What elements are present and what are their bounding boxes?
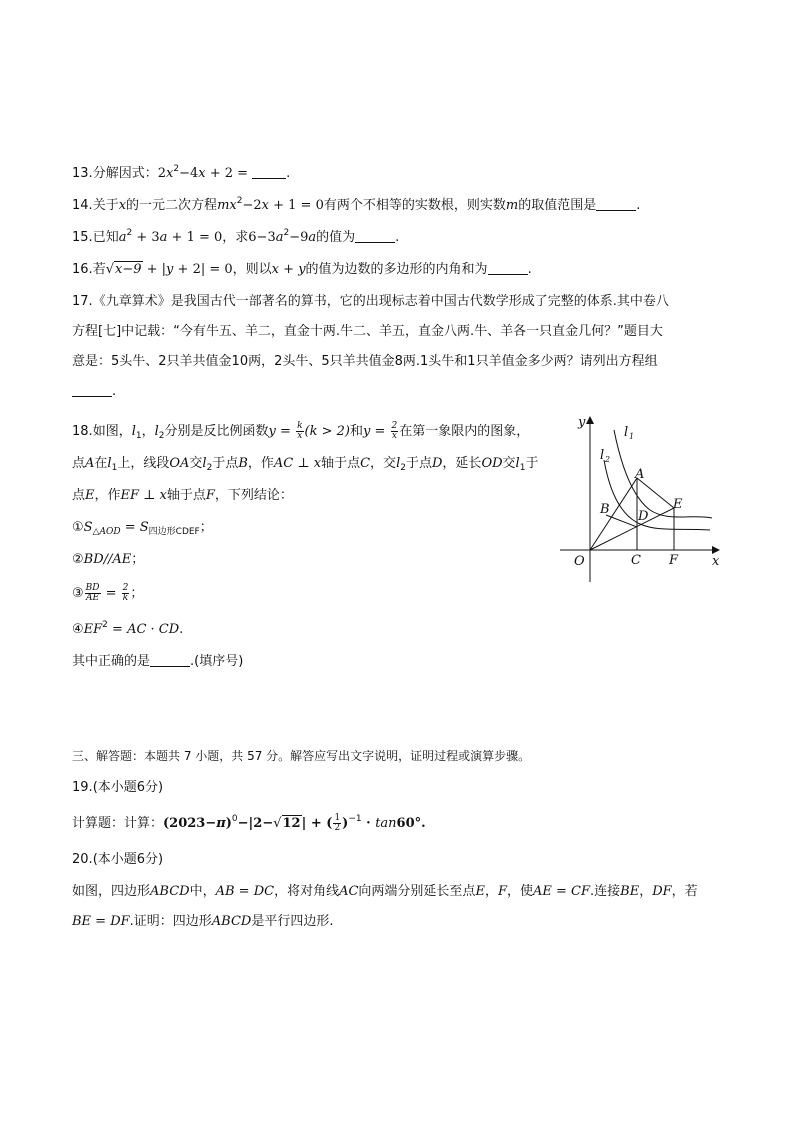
q18-eq2: = — [370, 424, 390, 439]
q16-x: x — [271, 262, 280, 277]
q18-frac-2 — [391, 422, 399, 441]
question-17-line-2 — [72, 322, 663, 342]
q14-number: 14. — [72, 198, 93, 213]
curve-l1 — [614, 430, 712, 518]
q18-number: 18. — [72, 424, 93, 439]
q16-y2: y — [298, 262, 306, 277]
q18-c4-EF: EF — [83, 622, 103, 637]
q20-score: (本小题6分) — [92, 852, 164, 867]
q19-sup0: 0 — [231, 814, 238, 824]
q19-t6: 60°. — [396, 816, 426, 831]
q16-text-4: 则以 — [245, 262, 272, 277]
q18-c4-sup: 2 — [102, 620, 108, 630]
q18-text-3: 在第一象限内的图象， — [399, 424, 530, 439]
q14-text-2: 的一元二次方程 — [126, 198, 218, 213]
q18-text: 如图， — [92, 424, 132, 439]
q20-l1-BE: BE — [620, 884, 640, 899]
q13-expr-c: x — [198, 166, 206, 181]
q20-l1-AC: AC — [339, 884, 359, 899]
q19-p1: (2023− — [163, 816, 217, 831]
label-C: C — [631, 553, 641, 568]
q14-var-m: m — [505, 198, 519, 213]
q18-conclusion-3 — [72, 584, 143, 604]
label-D: D — [638, 509, 649, 524]
q18-c2-end: ； — [131, 552, 145, 567]
q18-c1-sub2: 四边形CDEF — [148, 527, 200, 537]
q20-l1-DF: DF — [652, 884, 672, 899]
label-O: O — [574, 554, 585, 569]
q18-figure — [560, 410, 726, 590]
q16-text: 若 — [92, 262, 106, 277]
q18-answer-text: 其中正确的是 — [72, 654, 151, 669]
q20-l1-AB: AB = DC — [215, 884, 275, 899]
q13-lead: 分解因式： — [92, 166, 158, 181]
q18-l2-t7: 轴于点 — [321, 456, 361, 471]
q19-pi: π — [216, 816, 226, 831]
question-20-header — [72, 850, 163, 870]
q18-conclusion-4 — [72, 620, 183, 640]
q18-c4-end: . — [179, 622, 184, 637]
q18-c2-mark: ② — [72, 552, 84, 567]
label-l1: l — [624, 425, 629, 440]
q18-c4-mark: ④ — [72, 622, 84, 637]
q18-l3-F: F — [205, 488, 215, 503]
question-14 — [72, 196, 640, 216]
q17-end: . — [112, 384, 117, 399]
q18-c4-rest: = AC · CD — [107, 622, 180, 637]
q17-text-2: 方程[七]中记载：“今有牛五、羊二，直金十两.牛二、羊五，直金八两.牛、羊各一只直金几何？”题目大 — [72, 324, 663, 339]
q18-l2-l: l — [107, 456, 112, 471]
q18-l2-t6: ，作 — [247, 456, 274, 471]
q18-s2: 2 — [158, 431, 165, 441]
q18-l2-s: 1 — [111, 463, 118, 473]
q18-c3-num: BD — [85, 583, 100, 593]
q18-c3-mark: ③ — [72, 586, 84, 601]
q16-answer-blank[interactable] — [488, 260, 528, 275]
q18-y: y — [268, 424, 276, 439]
q18-frac-2-den: x — [391, 431, 397, 441]
question-17-line-4 — [72, 382, 116, 402]
label-A: A — [635, 467, 645, 482]
q18-l2-t12: 于 — [525, 456, 539, 471]
q17-text-3: 意是：5头牛、2只羊共值金10两，2头牛、5只羊共值金8两.1头牛和1只羊值金多少两？请列出方程组 — [72, 354, 658, 369]
q15-answer-blank[interactable] — [355, 228, 395, 243]
q15-text: 已知 — [92, 230, 119, 245]
q19-half-num: 1 — [334, 813, 341, 823]
q14-x: x — [229, 198, 237, 213]
label-F: F — [669, 553, 679, 568]
q18-l3-t3: 轴于点 — [166, 488, 206, 503]
q15-number: 15. — [72, 230, 93, 245]
q18-answer-text-2: .(填序号) — [190, 654, 244, 669]
q19-half-den: 2 — [334, 823, 341, 833]
q18-l3-t4: ，下列结论： — [214, 488, 293, 503]
q18-l3-EF: EF ⊥ x — [120, 488, 167, 503]
q18-frac-k — [296, 422, 303, 441]
label-l2-sub: 2 — [605, 455, 611, 464]
q18-c3-eq: = — [101, 586, 121, 601]
q18-l2-l3: l — [396, 456, 401, 471]
q18-l2-t3: 上，线段 — [117, 456, 170, 471]
q18-frac-k-den: x — [297, 431, 303, 441]
q18-c3-num2: 2 — [122, 583, 129, 593]
q18-conclusion-1 — [72, 518, 213, 538]
q15-m9: −9 — [289, 230, 309, 245]
question-19-header — [72, 778, 163, 798]
question-15 — [72, 228, 399, 248]
question-16: 16.若√x−9 + |y + 2| = 0，则以x + y的值为边数的多边形的内角和为 . — [72, 262, 532, 277]
q18-c1-sub1: △AOD — [92, 527, 121, 537]
q18-l3-t1: 点 — [72, 488, 86, 503]
q19-supm1: −1 — [348, 814, 362, 824]
q18-l3-E: E — [85, 488, 95, 503]
q14-sup: 2 — [236, 196, 243, 206]
q17-number: 17. — [72, 294, 93, 309]
q20-number: 20. — [72, 852, 93, 867]
q13-expr: 2 — [157, 166, 166, 181]
q18-l2-OD: OD — [481, 456, 503, 471]
q18-l2: l — [154, 424, 159, 439]
q20-l2-ABCD: ABCD — [211, 914, 252, 929]
q18-l2-t1: 点 — [72, 456, 86, 471]
q18-and: 和 — [350, 424, 364, 439]
q14-end: . — [636, 198, 641, 213]
q14-x2: x — [261, 198, 269, 213]
q20-l1-t6: .连接 — [590, 884, 621, 899]
segment-OA — [590, 478, 637, 550]
q14-answer-blank[interactable] — [596, 196, 636, 211]
q13-number: 13. — [72, 166, 93, 181]
q14-text-4: 的取值范围是 — [518, 198, 597, 213]
q17-answer-blank[interactable] — [72, 382, 112, 397]
q14-text: 关于 — [92, 198, 119, 213]
q20-l2-t2: 是平行四边形. — [251, 914, 334, 929]
q18-c3-end: ； — [130, 586, 144, 601]
q18-l2-s2: 2 — [206, 463, 213, 473]
q18-c1-mark: ① — [72, 520, 84, 535]
q18-c1-S2: S — [139, 520, 149, 535]
q17-text-1: 《九章算术》是我国古代一部著名的算书，它的出现标志着中国古代数学形成了完整的体系.其中卷八 — [92, 294, 669, 309]
q18-l2-A: A — [85, 456, 95, 471]
q18-c3-den2: k — [122, 593, 129, 603]
q18-c3-den: AE — [86, 593, 100, 603]
q18-c1-end: ； — [199, 520, 213, 535]
q15-a2: a — [159, 230, 168, 245]
q20-l1-E: E — [475, 884, 485, 899]
question-13 — [72, 164, 290, 184]
q20-l1-ABCD: ABCD — [150, 884, 190, 899]
q16-radical: x−9 — [115, 262, 142, 277]
q19-frac-half — [333, 814, 341, 833]
q18-l2-s4: 1 — [519, 463, 526, 473]
q13-expr-x: x — [165, 166, 174, 181]
q13-expr-d: + 2 = — [205, 166, 253, 181]
q18-eq: = — [275, 424, 296, 439]
question-20-line-2 — [72, 912, 334, 932]
question-17-line-1 — [72, 292, 669, 312]
q16-y: y — [166, 262, 174, 277]
question-18-line-2 — [72, 454, 538, 474]
label-y: y — [578, 415, 586, 430]
q15-a1: a — [118, 230, 127, 245]
q19-radical: 12 — [282, 816, 301, 831]
q15-text-2: 求 — [235, 230, 249, 245]
q19-number: 19. — [72, 780, 93, 795]
q18-c1-eq: = — [120, 520, 140, 535]
q18-l2-t2: 在 — [94, 456, 108, 471]
q15-text-3: 的值为 — [316, 230, 356, 245]
q13-end: . — [286, 166, 291, 181]
label-E: E — [673, 497, 683, 512]
label-x: x — [712, 554, 720, 569]
q15-n6: 6−3 — [248, 230, 276, 245]
q18-answer-blank[interactable] — [150, 652, 190, 667]
q16-text-3: + 2| = 0， — [173, 262, 246, 277]
q15-sup1: 2 — [126, 228, 133, 238]
q18-frac-k-num: k — [297, 421, 303, 431]
q15-a3: a — [275, 230, 284, 245]
q18-c1-S: S — [83, 520, 93, 535]
q20-l1-t5: ，使 — [506, 884, 533, 899]
q16-number: 16. — [72, 262, 93, 277]
question-18-line-3 — [72, 486, 293, 506]
q18-c2-expr: BD//AE — [83, 552, 132, 567]
q15-mid: + 3 — [132, 230, 160, 245]
q18-s1: 1 — [135, 431, 142, 441]
q18-l2-AC: AC ⊥ x — [273, 456, 322, 471]
q19-tan: tan — [375, 816, 397, 831]
q14-m: m — [217, 198, 230, 213]
q13-expr-b: −4 — [179, 166, 199, 181]
section-3-title: 三、解答题：本题共 7 小题，共 57 分。解答应写出文字说明，证明过程或演算步骤。 — [72, 749, 531, 763]
q18-l2-l4: l — [515, 456, 520, 471]
q18-l2-t4: 交 — [189, 456, 203, 471]
question-20-line-1 — [72, 882, 698, 902]
q19-t5: · — [361, 816, 376, 831]
q20-l1-t1: 如图，四边形 — [72, 884, 151, 899]
q18-l2-OA: OA — [169, 456, 190, 471]
q18-y2: y — [363, 424, 371, 439]
q13-answer-blank[interactable] — [252, 164, 286, 179]
q15-a4: a — [308, 230, 317, 245]
label-B: B — [600, 502, 610, 517]
q20-l1-c: ， — [484, 884, 498, 899]
q18-comma: ， — [141, 424, 155, 439]
q20-l1-t2: 中， — [189, 884, 216, 899]
q19-p2: ) — [225, 816, 232, 831]
q18-l1: l — [131, 424, 136, 439]
q15-end: . — [395, 230, 400, 245]
q18-l2-t10: ，延长 — [442, 456, 482, 471]
q20-l1-c2: ， — [639, 884, 653, 899]
q18-c3-frac — [85, 584, 101, 603]
q18-l2-s3: 2 — [400, 463, 406, 473]
q18-text-2: 分别是反比例函数 — [164, 424, 269, 439]
q18-frac-2-num: 2 — [391, 421, 398, 431]
label-l1-sub: 1 — [629, 432, 635, 441]
q18-l2-t9: 于点 — [405, 456, 432, 471]
q15-eq: + 1 = 0， — [167, 230, 236, 245]
q18-l2-B: B — [238, 456, 248, 471]
q18-l2-C: C — [360, 456, 371, 471]
q18-l2-t11: 交 — [502, 456, 516, 471]
q20-l2-BE: BE = DF — [72, 914, 130, 929]
q14-text-3: 有两个不相等的实数根，则实数 — [323, 198, 506, 213]
q16-text-5: 的值为边数的多边形的内角和为 — [305, 262, 488, 277]
q19-t3: | + ( — [301, 816, 333, 831]
q14-var-x: x — [118, 198, 127, 213]
q18-l3-t2: ，作 — [94, 488, 121, 503]
curve-l2 — [604, 460, 710, 530]
q20-l1-t4: 向两端分别延长至点 — [358, 884, 476, 899]
question-17-line-3 — [72, 352, 658, 372]
segment-BD — [606, 515, 637, 527]
question-19-body: 计算题：计算：$(2023-\pi)^0-|2-√12|$ + ( $\frac{1}{2}$ )$^{-1}$ · tan60°. — [72, 813, 426, 833]
q18-conclusion-2 — [72, 550, 144, 570]
question-18-line-1 — [72, 422, 529, 442]
q19-text: 计算题：计算： — [72, 816, 164, 831]
label-l2: l — [600, 448, 605, 463]
q19-t2: −|2− — [237, 816, 274, 831]
q20-l1-t3: ，将对角线 — [274, 884, 340, 899]
q18-answer-line — [72, 652, 243, 672]
q18-cond: (k > 2) — [304, 424, 350, 439]
q19-score: (本小题6分) — [92, 780, 164, 795]
q20-l2-t1: .证明：四边形 — [129, 914, 212, 929]
q16-plus: + — [279, 262, 299, 277]
q18-l2-t5: 于点 — [212, 456, 239, 471]
q14-rest2: + 1 = 0 — [268, 198, 324, 213]
q15-sup2: 2 — [283, 228, 290, 238]
q16-text-2: + | — [142, 262, 167, 277]
q18-c3-frac2 — [122, 584, 130, 603]
q20-l1-F: F — [497, 884, 507, 899]
q20-l1-t7: ，若 — [671, 884, 698, 899]
q18-l2-l2: l — [202, 456, 207, 471]
q13-expr-sup: 2 — [173, 164, 180, 174]
q18-l2-D: D — [431, 456, 443, 471]
q18-l2-t8: ，交 — [370, 456, 397, 471]
q19-t4: ) — [342, 816, 349, 831]
q16-end: . — [527, 262, 532, 277]
q14-rest: −2 — [242, 198, 262, 213]
q20-l1-AE: AE = CF — [533, 884, 591, 899]
